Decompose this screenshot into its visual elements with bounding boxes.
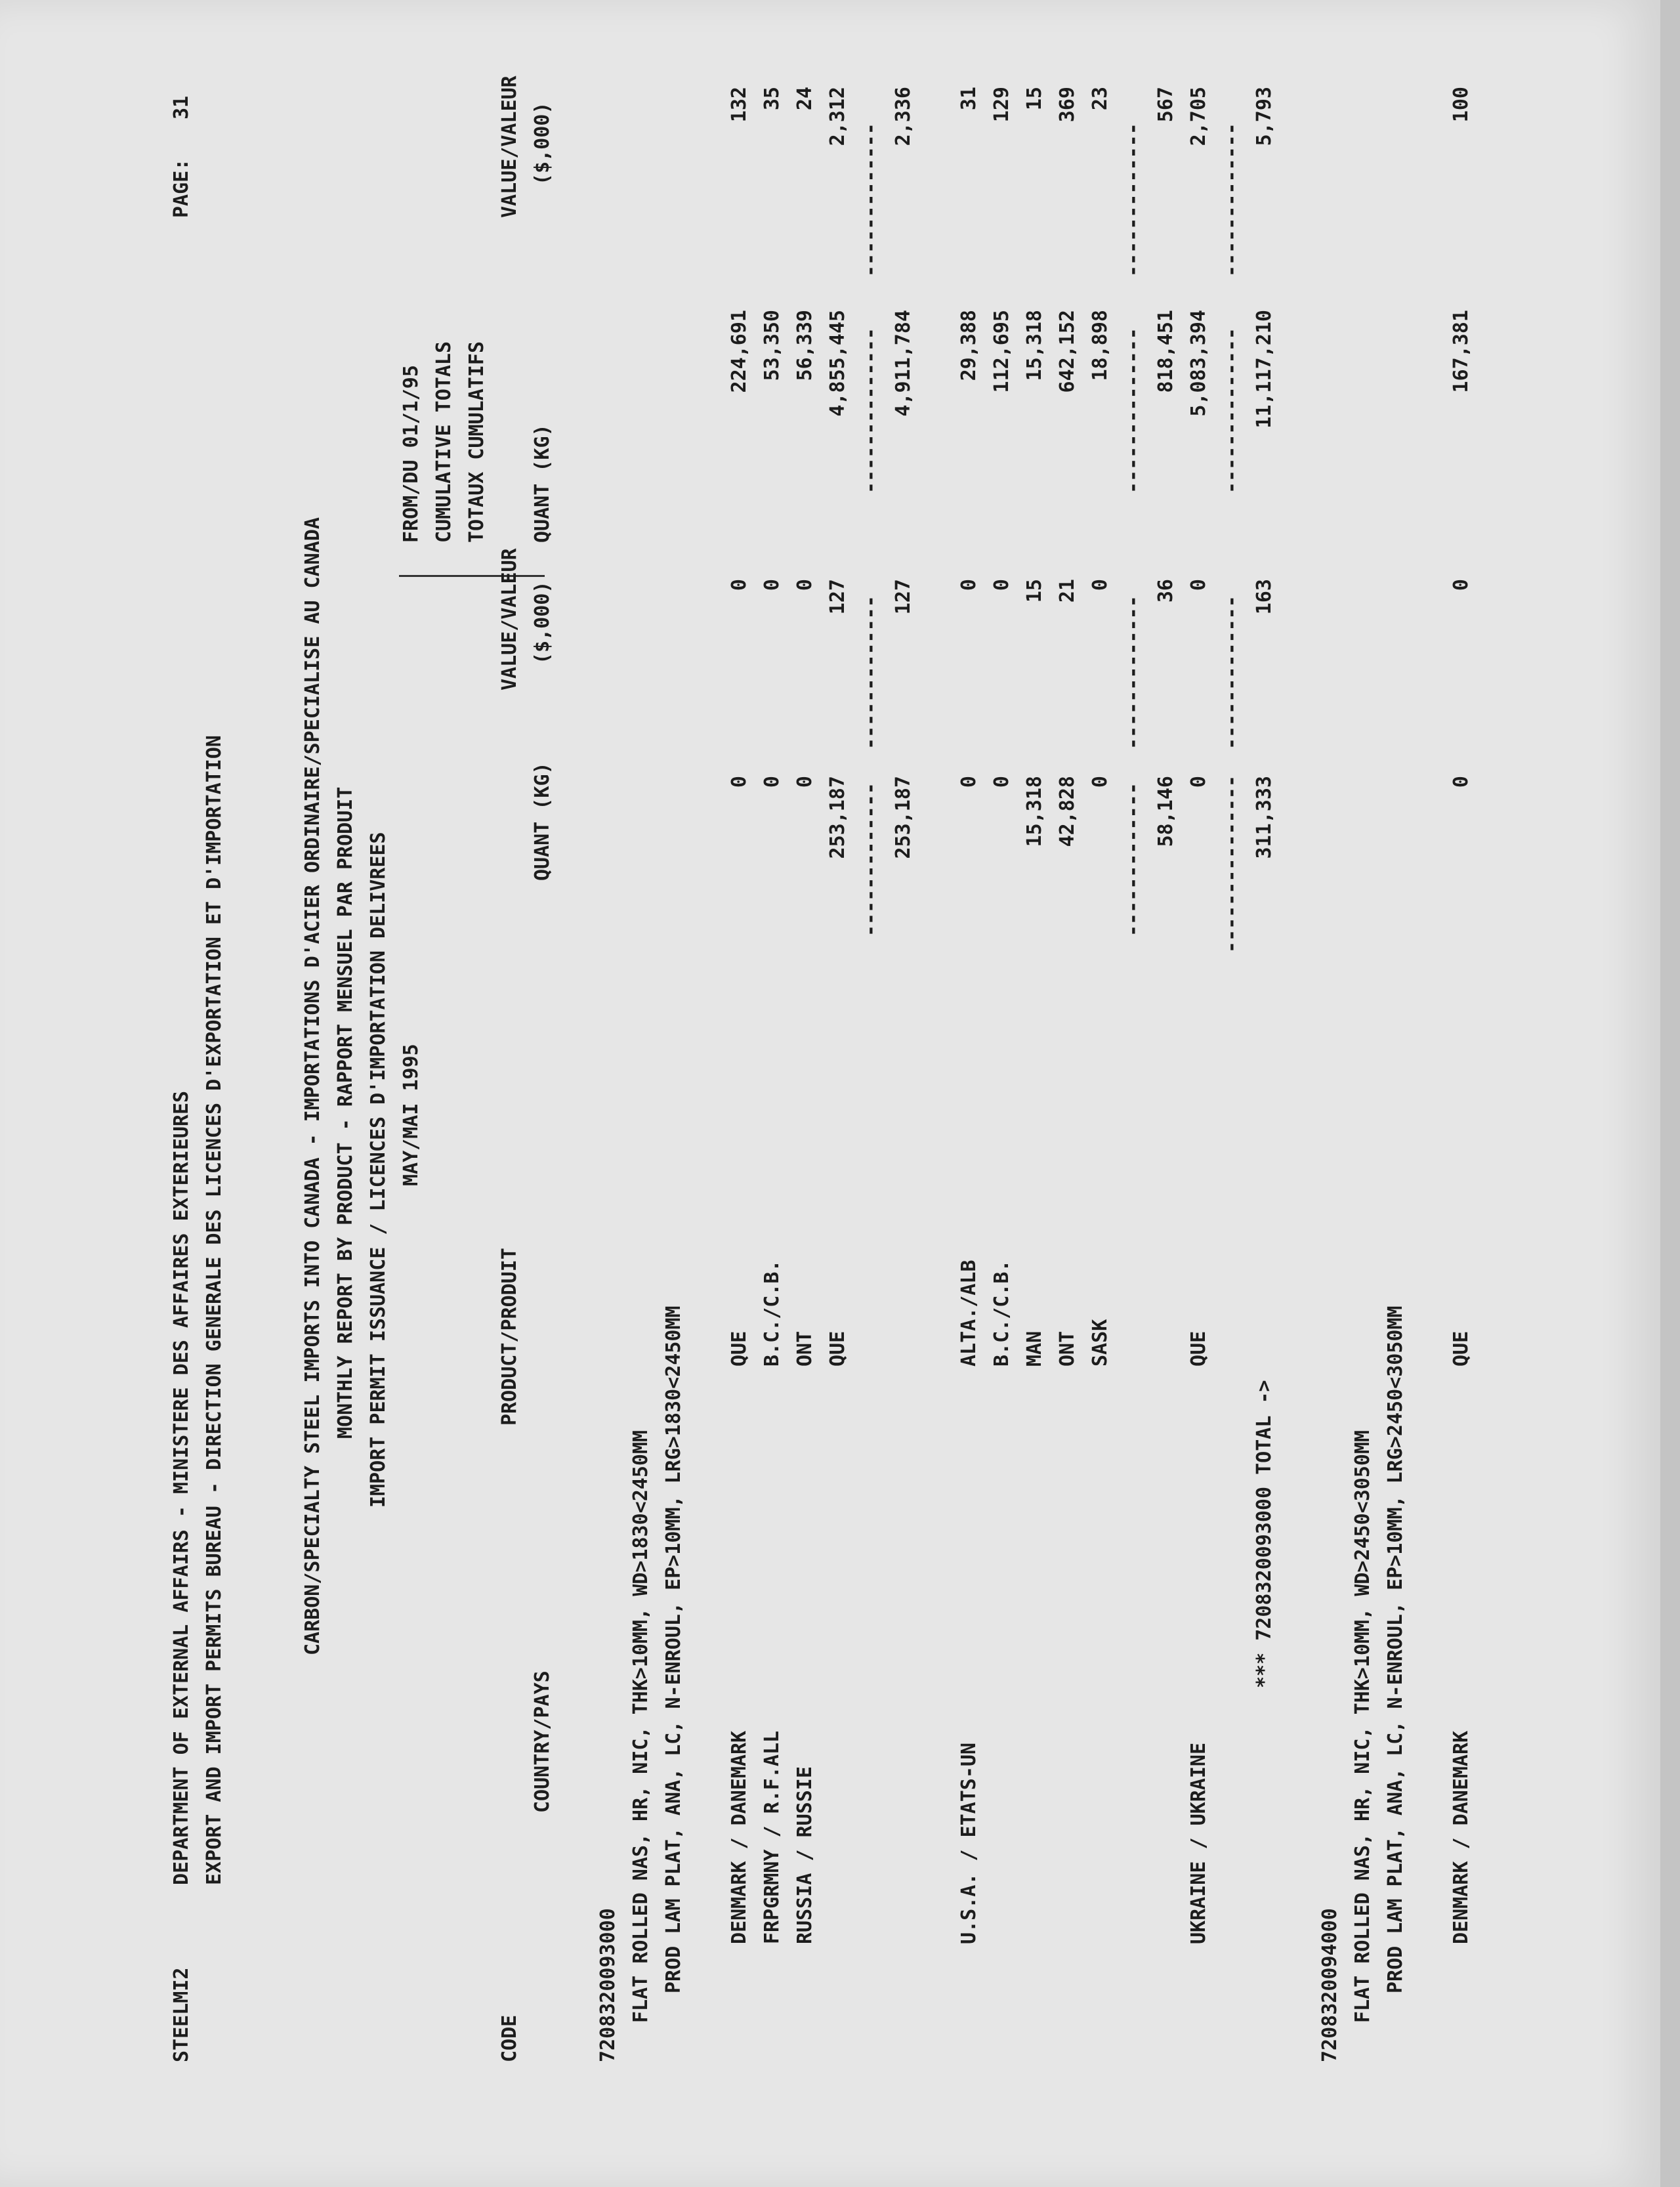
- cum-value-cell: 15: [1023, 87, 1046, 111]
- cum-quant-cell: 4,855,445: [826, 310, 849, 417]
- value-cell: 127: [892, 579, 915, 615]
- cum-value-cell: 2,312: [826, 87, 849, 146]
- cum-value-cell: 5,793: [1253, 87, 1276, 146]
- cum-quant-cell: 15,318: [1023, 310, 1046, 381]
- country-cell: DENMARK / DANEMARK: [728, 1730, 751, 1944]
- column-country: COUNTRY/PAYS: [531, 1670, 554, 1813]
- column-quant: QUANT (KG): [531, 762, 554, 881]
- column-cum-value: VALUE/VALEUR: [498, 75, 521, 218]
- department-line-2: EXPORT AND IMPORT PERMITS BUREAU - DIRECTION GENERALE DES LICENCES D'EXPORTATION ET D'IMPORTATION: [203, 735, 226, 1885]
- province-cell: QUE: [826, 1330, 849, 1367]
- column-code: CODE: [498, 2014, 521, 2062]
- section-2-desc-en: FLAT ROLLED NAS, HR, NIC, THK>10MM, WD>2450<3050MM: [1351, 1430, 1374, 2023]
- cum-value-cell: 23: [1089, 87, 1112, 111]
- cum-value-cell: 567: [1154, 87, 1177, 123]
- value-cell: 0: [1089, 579, 1112, 591]
- department-line-1: DEPARTMENT OF EXTERNAL AFFAIRS - MINISTERE DES AFFAIRES EXTERIEURES: [170, 1090, 193, 1885]
- column-cum-value-unit: ($,000): [531, 102, 554, 185]
- page-label: PAGE:: [170, 158, 193, 218]
- quant-cell: 253,187: [826, 776, 849, 859]
- country-cell: RUSSIA / RUSSIE: [793, 1766, 816, 1944]
- cum-value-cell: 31: [957, 87, 980, 111]
- report-title-3: IMPORT PERMIT ISSUANCE / LICENCES D'IMPORTATION DELIVREES: [367, 832, 390, 1508]
- section-1-desc-fr: PROD LAM PLAT, ANA, LC, N-ENROUL, EP>10MM, LRG>1830<2450MM: [662, 1306, 685, 1993]
- value-cell: 0: [1187, 579, 1210, 591]
- value-cell: 15: [1023, 579, 1046, 603]
- country-cell: DENMARK / DANEMARK: [1450, 1730, 1473, 1944]
- subtotal-divider: -------------: [1122, 782, 1144, 937]
- cum-value-cell: 100: [1450, 87, 1473, 123]
- country-cell: UKRAINE / UKRAINE: [1187, 1742, 1210, 1944]
- quant-cell: 253,187: [892, 776, 915, 859]
- cumulative-totals-label: CUMULATIVE TOTALS: [432, 341, 455, 543]
- subtotal-divider: -------------: [859, 123, 882, 277]
- province-cell: ONT: [793, 1330, 816, 1367]
- province-cell: MAN: [1023, 1330, 1046, 1367]
- country-cell: U.S.A. / ETATS-UN: [957, 1742, 980, 1944]
- cum-value-cell: 132: [728, 87, 751, 123]
- value-cell: 36: [1154, 579, 1177, 603]
- value-cell: 0: [761, 579, 784, 591]
- page-number: 31: [170, 95, 193, 119]
- cum-quant-cell: 818,451: [1154, 310, 1177, 393]
- cum-value-cell: 24: [793, 87, 816, 111]
- cum-quant-cell: 56,339: [793, 310, 816, 381]
- section-2-desc-fr: PROD LAM PLAT, ANA, LC, N-ENROUL, EP>10MM, LRG>2450<3050MM: [1384, 1306, 1407, 1993]
- quant-cell: 0: [1450, 776, 1473, 788]
- cum-quant-cell: 642,152: [1056, 310, 1079, 393]
- section-1-code: 7208320093000: [597, 1908, 620, 2062]
- cum-quant-cell: 29,388: [957, 310, 980, 381]
- value-cell: 0: [793, 579, 816, 591]
- cum-quant-cell: 167,381: [1450, 310, 1473, 393]
- column-value-unit: ($,000): [531, 581, 554, 664]
- column-cum-quant: QUANT (KG): [531, 424, 554, 543]
- value-cell: 163: [1253, 579, 1276, 615]
- cum-value-cell: 2,705: [1187, 87, 1210, 146]
- value-cell: 127: [826, 579, 849, 615]
- report-title-2: MONTHLY REPORT BY PRODUCT - RAPPORT MENSUEL PAR PRODUIT: [334, 786, 357, 1439]
- cum-value-cell: 369: [1056, 87, 1079, 123]
- report-id: STEELMI2: [170, 1967, 193, 2062]
- quant-cell: 0: [1187, 776, 1210, 788]
- province-cell: SASK: [1089, 1319, 1112, 1367]
- country-cell: FRPGRMNY / R.F.ALL: [761, 1730, 784, 1944]
- cum-value-cell: 2,336: [892, 87, 915, 146]
- value-cell: 0: [728, 579, 751, 591]
- totaux-cumulatifs-label: TOTAUX CUMULATIFS: [465, 341, 488, 543]
- quant-cell: 311,333: [1253, 776, 1276, 859]
- subtotal-divider: --------------: [1122, 328, 1144, 494]
- column-product: PRODUCT/PRODUIT: [498, 1248, 521, 1426]
- cum-quant-cell: 4,911,784: [892, 310, 915, 417]
- cumulative-separator: [399, 575, 545, 577]
- quant-cell: 58,146: [1154, 776, 1177, 847]
- report-title-1: CARBON/SPECIALTY STEEL IMPORTS INTO CANADA - IMPORTATIONS D'ACIER ORDINAIRE/SPECIALISE AU CANADA: [301, 517, 324, 1655]
- quant-cell: 42,828: [1056, 776, 1079, 847]
- value-cell: 21: [1056, 579, 1079, 603]
- cum-value-cell: 35: [761, 87, 784, 111]
- total-divider: -------------: [1220, 123, 1243, 277]
- report-period: MAY/MAI 1995: [400, 1044, 423, 1186]
- value-cell: 0: [990, 579, 1013, 591]
- value-cell: 0: [1450, 579, 1473, 591]
- subtotal-divider: -------------: [859, 782, 882, 937]
- quant-cell: 15,318: [1023, 776, 1046, 847]
- cum-quant-cell: 224,691: [728, 310, 751, 393]
- cum-quant-cell: 18,898: [1089, 310, 1112, 381]
- subtotal-divider: -------------: [859, 595, 882, 750]
- province-cell: ALTA./ALB: [957, 1260, 980, 1367]
- province-cell: ONT: [1056, 1330, 1079, 1367]
- total-divider: -------------: [1220, 595, 1243, 750]
- total-label: *** 7208320093000 TOTAL ->: [1253, 1380, 1276, 1688]
- quant-cell: 0: [793, 776, 816, 788]
- total-divider: --------------: [1220, 328, 1243, 494]
- province-cell: QUE: [1450, 1330, 1473, 1367]
- total-divider: ---------------: [1220, 775, 1243, 953]
- section-1-desc-en: FLAT ROLLED NAS, HR, NIC, THK>10MM, WD>1830<2450MM: [629, 1430, 652, 2023]
- province-cell: B.C./C.B.: [990, 1260, 1013, 1367]
- subtotal-divider: -------------: [1122, 595, 1144, 750]
- cum-quant-cell: 11,117,210: [1253, 310, 1276, 429]
- quant-cell: 0: [1089, 776, 1112, 788]
- cum-quant-cell: 53,350: [761, 310, 784, 381]
- cum-quant-cell: 112,695: [990, 310, 1013, 393]
- quant-cell: 0: [761, 776, 784, 788]
- value-cell: 0: [957, 579, 980, 591]
- province-cell: B.C./C.B.: [761, 1260, 784, 1367]
- province-cell: QUE: [728, 1330, 751, 1367]
- quant-cell: 0: [957, 776, 980, 788]
- cum-value-cell: 129: [990, 87, 1013, 123]
- section-2-code: 7208320094000: [1318, 1908, 1341, 2062]
- province-cell: QUE: [1187, 1330, 1210, 1367]
- quant-cell: 0: [728, 776, 751, 788]
- cum-quant-cell: 5,083,394: [1187, 310, 1210, 417]
- cumulative-from-date: FROM/DU 01/1/95: [400, 365, 423, 543]
- quant-cell: 0: [990, 776, 1013, 788]
- subtotal-divider: -------------: [1122, 123, 1144, 277]
- column-value: VALUE/VALEUR: [498, 548, 521, 690]
- subtotal-divider: --------------: [859, 328, 882, 494]
